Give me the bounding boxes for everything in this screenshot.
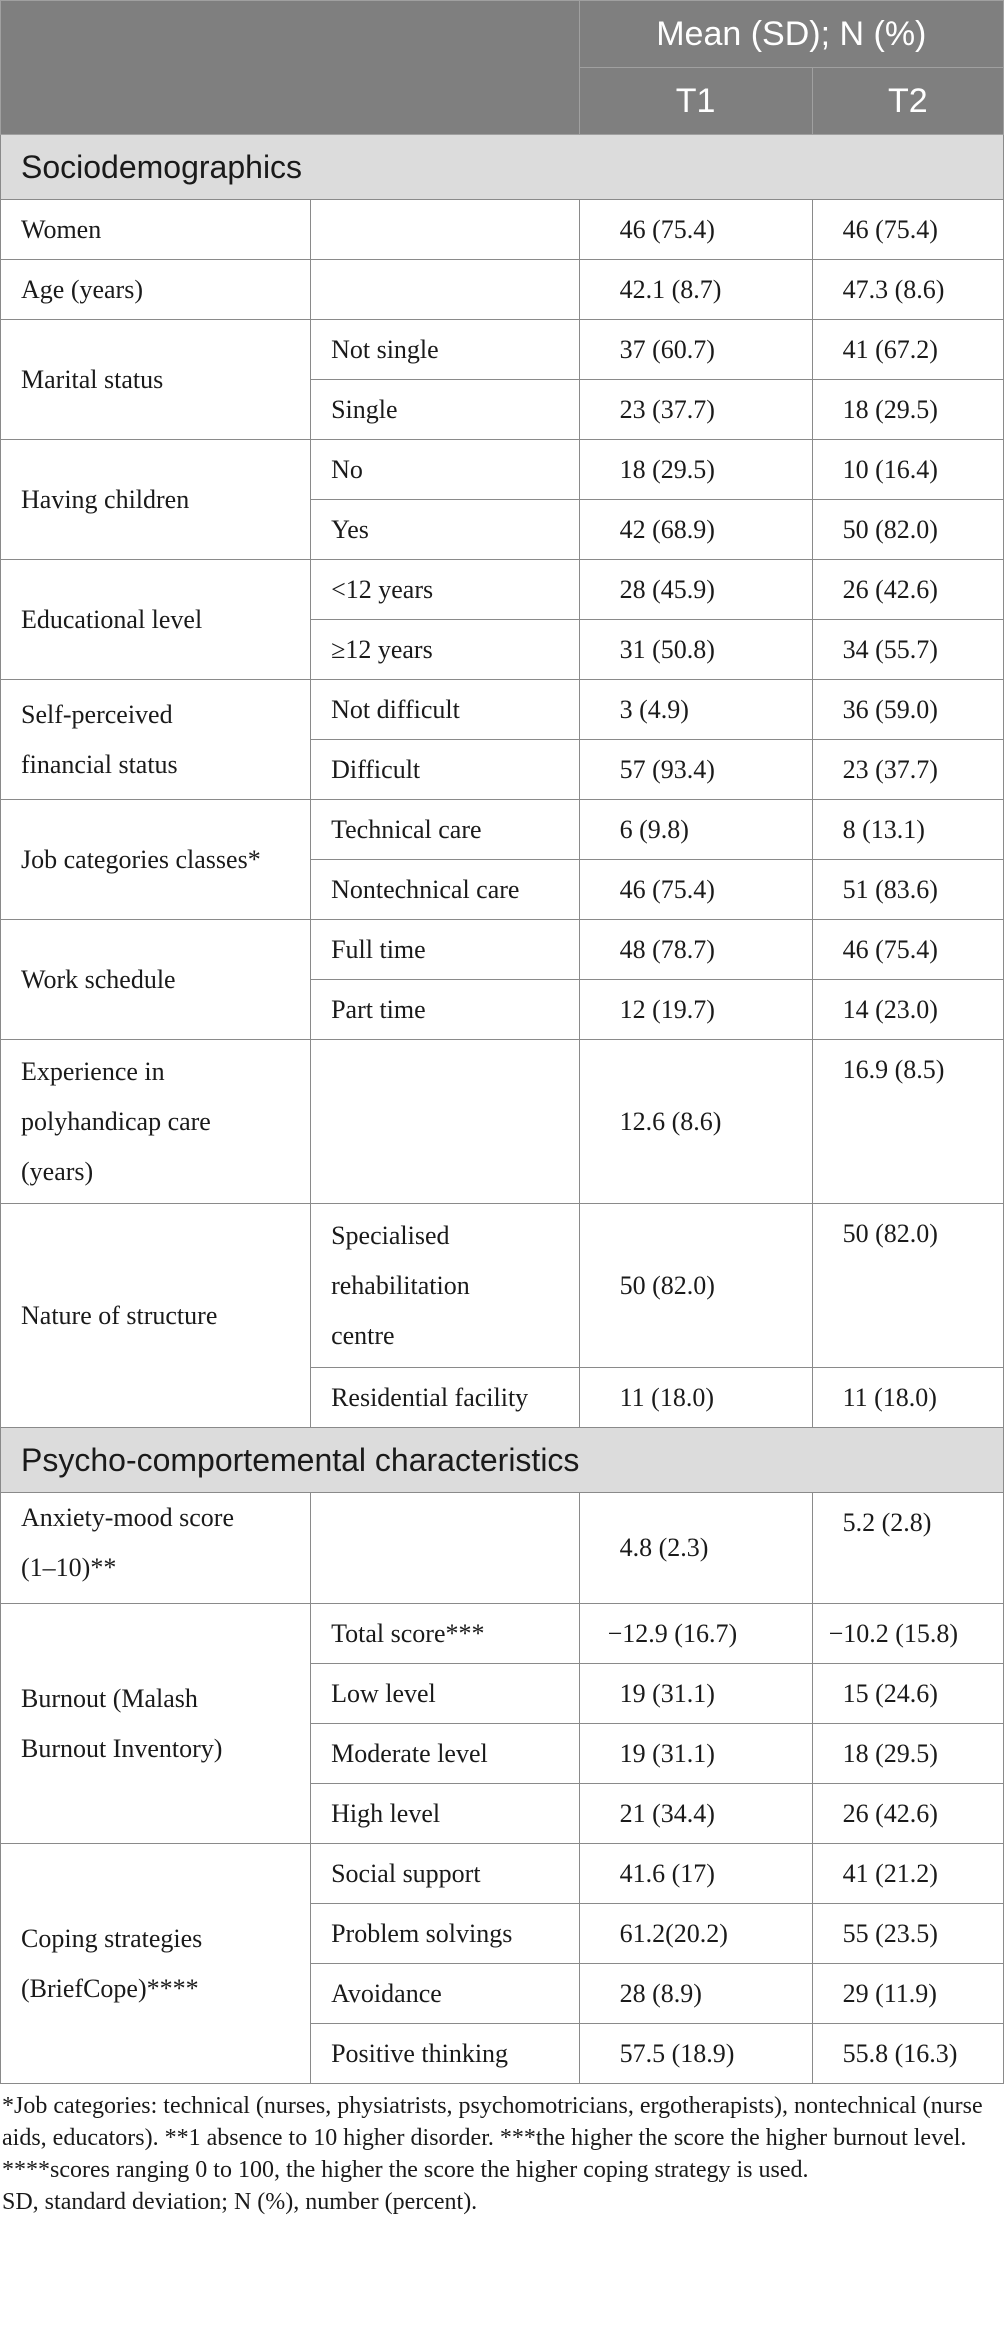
row-label (1, 1040, 311, 1204)
row-label-line: (years) (21, 1156, 94, 1186)
t2-value: 46 (75.4) (812, 200, 1003, 260)
row-sub: Residential facility (311, 1368, 580, 1428)
row-label-line: (BriefCope)**** (21, 1973, 199, 2003)
row-sub-line: rehabilitation (331, 1270, 470, 1300)
t1-value: 42.1 (8.7) (579, 260, 812, 320)
row-label-line: Coping strategies (21, 1923, 203, 1953)
row-sub: Technical care (311, 800, 580, 860)
t1-value: 48 (78.7) (579, 920, 812, 980)
row-label-line: (1–10)** (21, 1553, 117, 1582)
header-t2: T2 (812, 68, 1003, 135)
t2-value: 8 (13.1) (812, 800, 1003, 860)
row-sub: Avoidance (311, 1964, 580, 2024)
row-sub (311, 1040, 580, 1204)
t1-value: 19 (31.1) (579, 1664, 812, 1724)
t1-value: 46 (75.4) (579, 200, 812, 260)
t2-value: 5.2 (2.8) (812, 1493, 1003, 1604)
row-sub (311, 1204, 580, 1368)
table-row (1, 440, 1004, 500)
row-label-line: Anxiety-mood score (21, 1503, 235, 1532)
t1-value: 28 (8.9) (579, 1964, 812, 2024)
row-sub: Yes (311, 500, 580, 560)
t2-value: 18 (29.5) (812, 380, 1003, 440)
t2-value: 10 (16.4) (812, 440, 1003, 500)
row-label: Job categories classes* (1, 800, 311, 920)
row-label: Marital status (1, 320, 311, 440)
t1-value: 6 (9.8) (579, 800, 812, 860)
t2-value: 26 (42.6) (812, 560, 1003, 620)
section-row (1, 1428, 1004, 1493)
row-label: Age (years) (1, 260, 311, 320)
table-row (1, 800, 1004, 860)
row-sub: Low level (311, 1664, 580, 1724)
row-label: Educational level (1, 560, 311, 680)
row-sub: Difficult (311, 740, 580, 800)
row-sub: Not single (311, 320, 580, 380)
row-sub: <12 years (311, 560, 580, 620)
t2-value: 18 (29.5) (812, 1724, 1003, 1784)
t2-value: 47.3 (8.6) (812, 260, 1003, 320)
table-row (1, 1604, 1004, 1664)
t2-value: 14 (23.0) (812, 980, 1003, 1040)
row-label-line: Burnout (Malash (21, 1683, 198, 1713)
header-blank (1, 1, 580, 135)
t1-value: 28 (45.9) (579, 560, 812, 620)
t1-value: 57 (93.4) (579, 740, 812, 800)
t1-value: 41.6 (17) (579, 1844, 812, 1904)
t1-value: 42 (68.9) (579, 500, 812, 560)
t2-value: 51 (83.6) (812, 860, 1003, 920)
table-row (1, 260, 1004, 320)
t2-value: 55 (23.5) (812, 1904, 1003, 1964)
row-sub: High level (311, 1784, 580, 1844)
t1-value: 18 (29.5) (579, 440, 812, 500)
row-sub: Not difficult (311, 680, 580, 740)
row-label-line: Burnout Inventory) (21, 1733, 223, 1763)
t1-value: 12 (19.7) (579, 980, 812, 1040)
section-title: Sociodemographics (1, 135, 1004, 200)
row-label-line: polyhandicap care (21, 1106, 211, 1136)
t2-value: 41 (21.2) (812, 1844, 1003, 1904)
footnote-abbreviations: SD, standard deviation; N (%), number (percent). (2, 2189, 478, 2215)
table-row (1, 1844, 1004, 1904)
row-label: Having children (1, 440, 311, 560)
row-sub: Full time (311, 920, 580, 980)
row-sub (311, 200, 580, 260)
table-row (1, 1493, 1004, 1604)
row-sub: Moderate level (311, 1724, 580, 1784)
row-sub (311, 260, 580, 320)
row-sub: Part time (311, 980, 580, 1040)
row-label (1, 1604, 311, 1844)
header-group: Mean (SD); N (%) (579, 1, 1003, 68)
row-sub (311, 1493, 580, 1604)
row-label: Women (1, 200, 311, 260)
t1-value: 12.6 (8.6) (579, 1040, 812, 1204)
table-row (1, 680, 1004, 740)
t2-value: 41 (67.2) (812, 320, 1003, 380)
t2-value: 23 (37.7) (812, 740, 1003, 800)
table-row (1, 560, 1004, 620)
row-sub: ≥12 years (311, 620, 580, 680)
row-sub: No (311, 440, 580, 500)
row-label: Nature of structure (1, 1204, 311, 1428)
row-sub: Positive thinking (311, 2024, 580, 2084)
t1-value: 50 (82.0) (579, 1204, 812, 1368)
t2-value: 55.8 (16.3) (812, 2024, 1003, 2084)
row-sub: Single (311, 380, 580, 440)
t1-value: 21 (34.4) (579, 1784, 812, 1844)
t1-value: 46 (75.4) (579, 860, 812, 920)
table-row (1, 1040, 1004, 1204)
row-label (1, 1493, 311, 1604)
row-label-line: financial status (21, 749, 178, 779)
t1-value: 19 (31.1) (579, 1724, 812, 1784)
t1-value: 23 (37.7) (579, 380, 812, 440)
table-row (1, 920, 1004, 980)
row-sub: Social support (311, 1844, 580, 1904)
row-label-line: Experience in (21, 1056, 165, 1086)
t1-value: 31 (50.8) (579, 620, 812, 680)
header-t1: T1 (579, 68, 812, 135)
t2-value: 26 (42.6) (812, 1784, 1003, 1844)
t2-value: 16.9 (8.5) (812, 1040, 1003, 1204)
t2-value: 50 (82.0) (812, 1204, 1003, 1368)
row-label (1, 680, 311, 800)
row-label (1, 1844, 311, 2084)
row-sub: Problem solvings (311, 1904, 580, 1964)
footnote-abbrev-categories: *Job categories: technical (nurses, physiatrists, psychomotricians, ergotherapists), nontechnical (nurse aids, educators). **1 absence to 10 higher disorder. ***the higher the score the higher burnout level. ****scores ranging 0 to 100, the higher the score the higher coping strategy is used. (2, 2093, 983, 2183)
t2-value: −10.2 (15.8) (812, 1604, 1003, 1664)
t1-value: 37 (60.7) (579, 320, 812, 380)
t1-value: 4.8 (2.3) (579, 1493, 812, 1604)
t2-value: 11 (18.0) (812, 1368, 1003, 1428)
t2-value: 50 (82.0) (812, 500, 1003, 560)
t1-value: −12.9 (16.7) (579, 1604, 812, 1664)
t2-value: 46 (75.4) (812, 920, 1003, 980)
t1-value: 57.5 (18.9) (579, 2024, 812, 2084)
row-sub-line: centre (331, 1320, 395, 1350)
t1-value: 11 (18.0) (579, 1368, 812, 1428)
t1-value: 3 (4.9) (579, 680, 812, 740)
table-row (1, 1204, 1004, 1368)
row-sub-line: Specialised (331, 1220, 450, 1250)
t2-value: 29 (11.9) (812, 1964, 1003, 2024)
t2-value: 34 (55.7) (812, 620, 1003, 680)
row-sub: Nontechnical care (311, 860, 580, 920)
t2-value: 36 (59.0) (812, 680, 1003, 740)
table-footnotes (0, 2090, 992, 2218)
row-label: Work schedule (1, 920, 311, 1040)
section-title: Psycho-comportemental characteristics (1, 1428, 1004, 1493)
row-sub: Total score*** (311, 1604, 580, 1664)
t1-value: 61.2(20.2) (579, 1904, 812, 1964)
t2-value: 15 (24.6) (812, 1664, 1003, 1724)
table-row (1, 320, 1004, 380)
table-row (1, 200, 1004, 260)
row-label-line: Self-perceived (21, 699, 173, 729)
section-row (1, 135, 1004, 200)
